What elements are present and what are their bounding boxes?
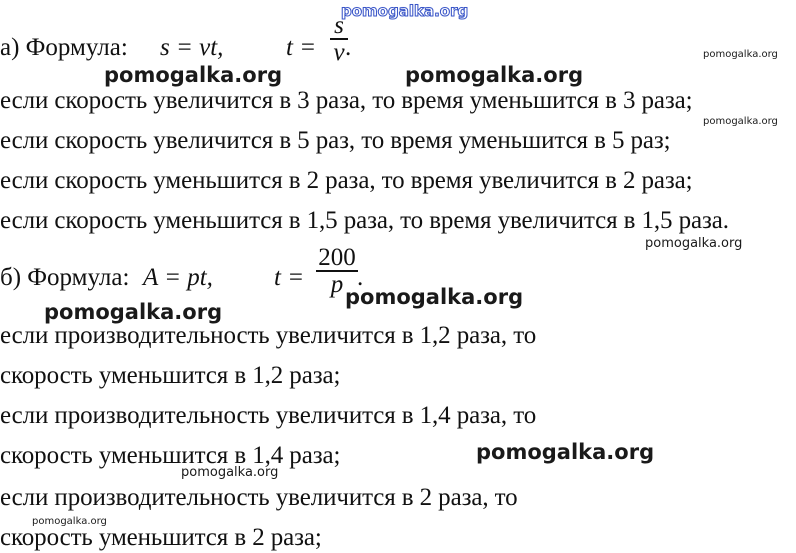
watermark-9: pomogalka.org bbox=[181, 465, 279, 480]
part-b-line-4: скорость уменьшится в 1,4 раза; bbox=[0, 442, 341, 469]
part-b-fraction-numerator: 200 bbox=[318, 244, 356, 271]
part-a-formula-1: s = vt, bbox=[160, 34, 224, 61]
watermark-8: pomogalka.org bbox=[476, 440, 655, 464]
watermark-6: pomogalka.org bbox=[345, 285, 524, 309]
part-b-label: б) Формула: bbox=[0, 264, 130, 291]
part-b-formula-1: A = pt, bbox=[143, 264, 213, 291]
part-b-line-2: скорость уменьшится в 1,2 раза; bbox=[0, 362, 341, 389]
part-b-line-6: скорость уменьшится в 2 раза; bbox=[0, 524, 322, 551]
part-a-line-3: если скорость уменьшится в 2 раза, то время увеличится в 2 раза; bbox=[0, 167, 693, 194]
watermark-top: pomogalka.org bbox=[341, 2, 469, 20]
part-b-line-5: если производительность увеличится в 2 раза, то bbox=[0, 484, 518, 511]
watermark-5: pomogalka.org bbox=[645, 236, 743, 251]
watermark-2: pomogalka.org bbox=[405, 63, 584, 87]
watermark-7: pomogalka.org bbox=[44, 300, 223, 324]
part-b-trailing-dot: . bbox=[357, 264, 364, 291]
part-b-line-3: если производительность увеличится в 1,4 раза, то bbox=[0, 402, 537, 429]
part-a-trailing-dot: . bbox=[345, 34, 352, 61]
part-b-fraction-denominator: p bbox=[316, 270, 358, 297]
part-a-line-1: если скорость увеличится в 3 раза, то время уменьшится в 3 раза; bbox=[0, 87, 693, 114]
watermark-3: pomogalka.org bbox=[703, 49, 778, 60]
part-b-line-1: если производительность увеличится в 1,2 раза, то bbox=[0, 322, 537, 349]
watermark-4: pomogalka.org bbox=[703, 116, 778, 127]
part-a-formula-2-lhs: t = bbox=[286, 34, 317, 61]
part-b-formula-2-lhs: t = bbox=[274, 264, 305, 291]
part-a-line-2: если скорость увеличится в 5 раз, то время уменьшится в 5 раз; bbox=[0, 127, 671, 154]
watermark-1: pomogalka.org bbox=[104, 63, 283, 87]
part-a-line-4: если скорость уменьшится в 1,5 раза, то время увеличится в 1,5 раза. bbox=[0, 207, 729, 234]
watermark-10: pomogalka.org bbox=[32, 516, 107, 527]
part-a-fraction-numerator: s bbox=[334, 12, 344, 39]
part-a-label: а) Формула: bbox=[0, 34, 128, 61]
part-a-fraction-denominator: v bbox=[330, 38, 348, 65]
